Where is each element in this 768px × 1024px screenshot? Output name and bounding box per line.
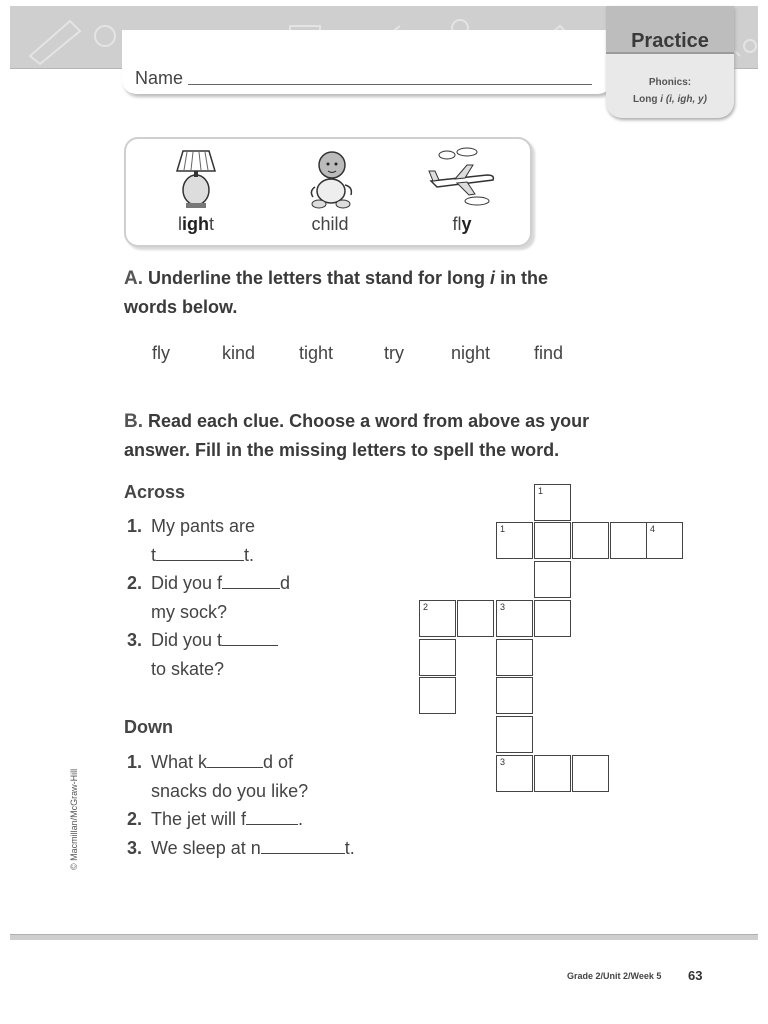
clue-text: Did you f (151, 573, 223, 593)
answer-blank[interactable] (222, 572, 280, 589)
copyright-text: © Macmillan/McGraw-Hill (69, 768, 79, 870)
section-a-line1-post: in the (495, 268, 549, 288)
section-b-line2: answer. Fill in the missing letters to spell the word. (124, 440, 560, 460)
crossword-cell[interactable] (534, 484, 571, 521)
word-tight[interactable]: tight (299, 343, 334, 363)
crossword-cell[interactable] (419, 639, 456, 676)
across-heading: Across (124, 482, 186, 502)
section-b-line1-text: Read each clue. Choose a word from above as your (148, 411, 590, 431)
example-pre: fl (452, 214, 462, 234)
cell-number: 1 (500, 524, 506, 534)
clue-text: What k (151, 752, 208, 772)
section-a-instructions (124, 264, 548, 322)
example-pre: l (177, 214, 182, 234)
lamp-icon (171, 147, 221, 209)
section-a-line1 (124, 264, 548, 293)
clue-text: . (298, 809, 304, 829)
footer-grade: Grade 2/Unit 2/Week 5 (567, 971, 662, 981)
section-a-line1-i: i (490, 268, 496, 288)
crossword-cell[interactable] (534, 561, 571, 598)
example-light (146, 139, 246, 245)
crossword-cell[interactable] (496, 677, 533, 714)
cell-number: 1 (538, 486, 544, 496)
crossword-cell[interactable] (496, 716, 533, 753)
example-post: t (208, 214, 214, 234)
name-field[interactable] (188, 84, 592, 85)
section-a-letter: A. (124, 268, 143, 289)
page-number: 63 (688, 968, 703, 983)
cell-number: 3 (500, 602, 506, 612)
cell-number: 2 (423, 602, 429, 612)
example-bold: i (330, 214, 335, 234)
clue-text: d (280, 573, 291, 593)
crossword-cell[interactable] (496, 755, 533, 792)
word-kind[interactable]: kind (222, 343, 256, 363)
across-clue-2 (127, 569, 290, 626)
cell-number: 3 (500, 757, 506, 767)
clue-text: t. (244, 544, 255, 565)
word-night[interactable]: night (451, 343, 491, 363)
crossword-cell[interactable] (610, 522, 647, 559)
practice-tab (606, 6, 734, 118)
footer-rule (10, 934, 758, 940)
clue-text: My pants are (151, 516, 256, 536)
crossword-cell[interactable] (534, 600, 571, 637)
answer-blank[interactable] (261, 837, 345, 854)
answer-blank[interactable] (207, 751, 263, 768)
clue-text: The jet will f (151, 809, 247, 829)
clue-number: 1. (127, 752, 143, 772)
example-child (280, 139, 380, 245)
example-bold: igh (181, 214, 209, 234)
clue-number: 2. (127, 809, 143, 829)
crossword-cell[interactable] (496, 600, 533, 637)
down-clue-3 (127, 834, 355, 863)
answer-blank[interactable] (156, 544, 244, 561)
crossword-cell[interactable] (534, 755, 571, 792)
clue-text: Did you t (151, 630, 223, 650)
crossword-cell[interactable] (419, 677, 456, 714)
clue-text: We sleep at n (151, 838, 261, 858)
crossword-cell[interactable] (419, 600, 456, 637)
clue-text: t. (344, 838, 355, 858)
clue-text: to skate? (151, 658, 225, 679)
clue-text: d of (263, 752, 294, 772)
crossword-cell[interactable] (457, 600, 494, 637)
section-b-line1 (124, 407, 589, 436)
baby-icon (305, 147, 355, 209)
crossword-cell[interactable] (572, 522, 609, 559)
crossword-cell[interactable] (496, 522, 533, 559)
example-word-light (146, 214, 246, 235)
name-label: Name (135, 68, 184, 88)
example-pre: ch (311, 214, 331, 234)
down-clue-2 (127, 805, 303, 834)
word-fly[interactable]: fly (152, 343, 170, 363)
practice-title: Practice (631, 30, 709, 52)
example-bold: y (461, 214, 472, 234)
section-b-instructions (124, 407, 589, 465)
clue-number: 2. (127, 573, 143, 593)
across-clue-1 (127, 512, 255, 569)
across-clue-3 (127, 626, 278, 683)
phonics-sub-detail: i (i, igh, y) (660, 94, 707, 105)
answer-blank[interactable] (246, 808, 298, 825)
section-a-line2: words below. (124, 297, 238, 317)
example-words-box (124, 137, 532, 247)
word-find[interactable]: find (534, 343, 564, 363)
example-fly (412, 139, 512, 245)
section-a-line1-pre: Underline the letters that stand for long (148, 268, 491, 288)
crossword-cell[interactable] (534, 522, 571, 559)
crossword-cell[interactable] (646, 522, 683, 559)
word-try[interactable]: try (384, 343, 404, 363)
clue-number: 3. (127, 838, 143, 858)
down-clue-1 (127, 748, 308, 805)
clue-number: 3. (127, 630, 143, 650)
answer-blank[interactable] (222, 629, 278, 646)
crossword-cell[interactable] (572, 755, 609, 792)
clue-number: 1. (127, 516, 143, 536)
airplane-icon (427, 147, 497, 209)
crossword-cell[interactable] (496, 639, 533, 676)
section-b-letter: B. (124, 411, 143, 432)
clue-text: snacks do you like? (151, 780, 309, 801)
phonics-sub-prefix: Long (633, 94, 661, 105)
cell-number: 4 (650, 524, 656, 534)
phonics-label: Phonics: (648, 77, 692, 88)
clue-text: t (151, 544, 157, 565)
clue-text: my sock? (151, 601, 228, 622)
example-post: ld (334, 214, 349, 234)
example-word-fly (412, 214, 512, 235)
down-heading: Down (124, 717, 173, 737)
example-word-child (280, 214, 380, 235)
phonics-subtitle (606, 94, 734, 105)
